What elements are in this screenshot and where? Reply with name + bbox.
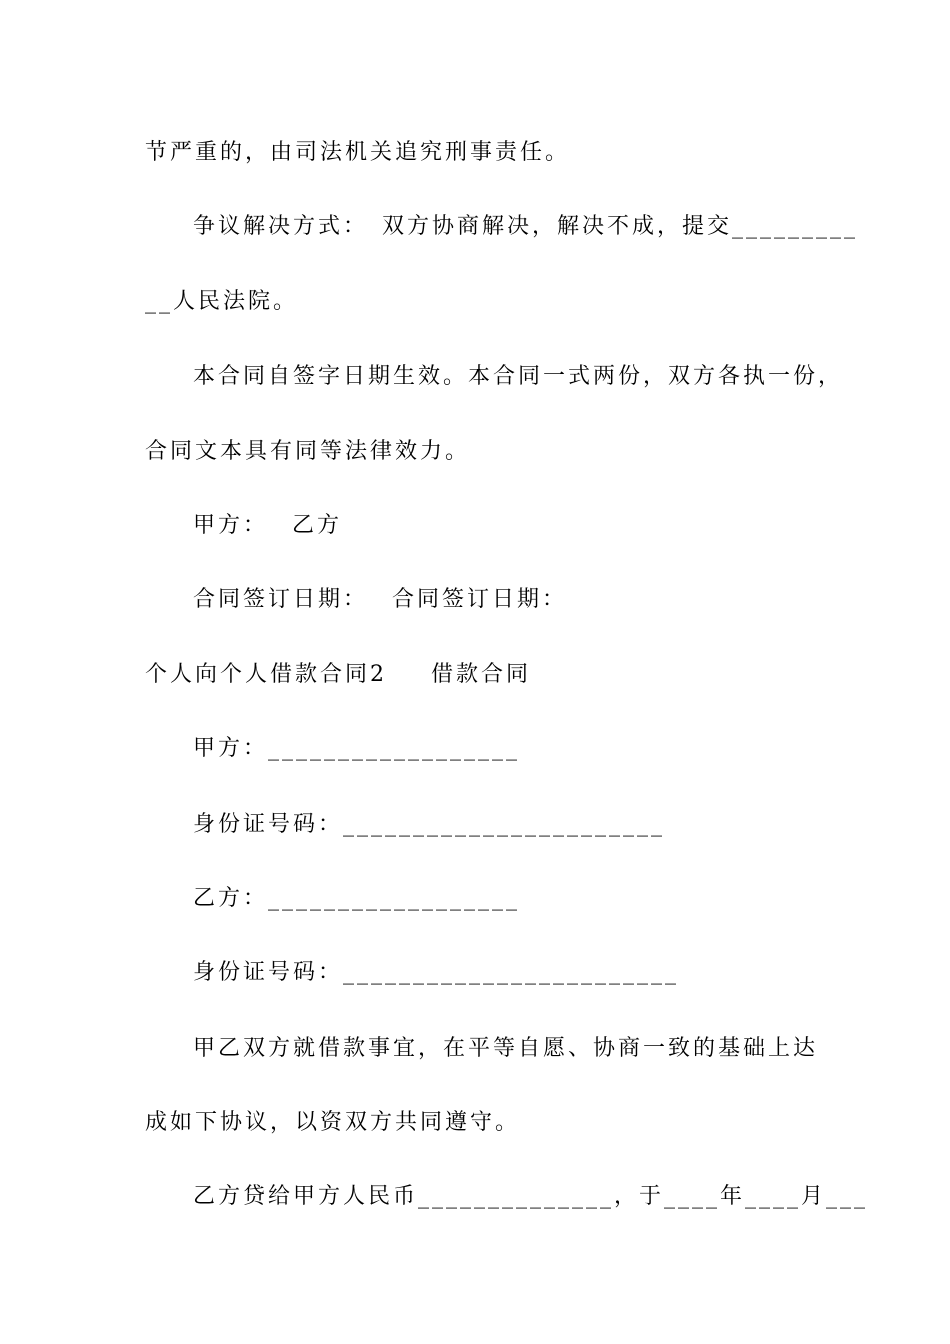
party-b-field: 乙方：__________________ bbox=[193, 886, 521, 911]
paragraph-line: 合同文本具有同等法律效力。 bbox=[145, 439, 471, 464]
paragraph-line: __人民法院。 bbox=[145, 289, 299, 314]
contract-subtitle: 个人向个人借款合同2 bbox=[145, 662, 387, 687]
agreement-intro-line: 甲乙双方就借款事宜，在平等自愿、协商一致的基础上达 bbox=[193, 1036, 819, 1061]
signing-date-line bbox=[193, 585, 567, 615]
party-a-id-field: 身份证号码：_______________________ bbox=[193, 812, 666, 837]
paragraph-line: 成如下协议，以资双方共同遵守。 bbox=[145, 1110, 521, 1135]
contract-heading-line bbox=[145, 660, 531, 690]
party-a-label: 甲方： bbox=[193, 513, 269, 538]
dispute-resolution-line: 争议解决方式： 双方协商解决，解决不成，提交_________ bbox=[193, 214, 859, 239]
effective-clause-line: 本合同自签字日期生效。本合同一式两份，双方各执一份， bbox=[193, 364, 844, 389]
paragraph-line: 节严重的，由司法机关追究刑事责任。 bbox=[145, 140, 571, 165]
signing-date-label-b: 合同签订日期： bbox=[392, 587, 568, 612]
loan-amount-line: 乙方贷给甲方人民币______________，于____年____月___ bbox=[193, 1184, 869, 1209]
party-a-field: 甲方：__________________ bbox=[193, 736, 521, 761]
party-b-id-field: 身份证号码：________________________ bbox=[193, 960, 680, 985]
signing-date-label-a: 合同签订日期： bbox=[193, 587, 369, 612]
contract-title: 借款合同 bbox=[431, 662, 532, 687]
party-b-label: 乙方 bbox=[292, 513, 343, 538]
signature-parties-line bbox=[193, 511, 342, 541]
